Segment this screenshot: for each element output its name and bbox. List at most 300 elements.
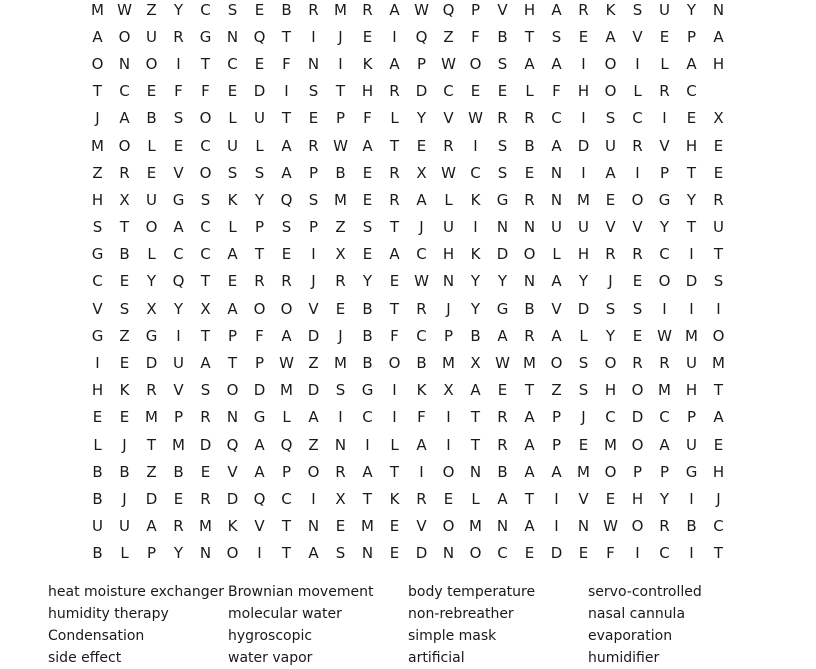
grid-cell[interactable]: P [335,109,346,128]
grid-cell[interactable]: A [200,354,211,373]
grid-cell[interactable]: A [524,54,535,73]
grid-cell[interactable]: Y [173,544,184,563]
grid-cell[interactable]: N [361,544,374,563]
grid-cell[interactable]: E [227,272,238,291]
grid-cell[interactable]: T [200,54,211,73]
grid-cell[interactable]: P [254,354,265,373]
grid-cell[interactable]: M [523,354,536,373]
grid-cell[interactable]: R [389,82,400,101]
grid-cell[interactable]: A [308,408,319,427]
grid-cell[interactable]: A [686,54,697,73]
grid-cell[interactable]: O [631,190,644,209]
grid-cell[interactable]: Z [146,462,157,481]
grid-cell[interactable]: M [334,354,347,373]
grid-cell[interactable]: E [335,517,346,536]
grid-cell[interactable]: N [442,272,455,291]
grid-cell[interactable]: B [92,489,103,508]
grid-cell[interactable]: A [281,163,292,182]
grid-cell[interactable]: E [119,272,130,291]
grid-cell[interactable]: I [257,544,262,563]
grid-cell[interactable]: Y [173,299,184,318]
grid-cell[interactable]: Y [173,0,184,19]
grid-cell[interactable]: R [524,109,535,128]
grid-cell[interactable]: V [632,218,643,237]
grid-cell[interactable]: T [389,299,400,318]
grid-cell[interactable]: U [578,218,589,237]
grid-cell[interactable]: W [603,517,618,536]
grid-cell[interactable]: R [173,517,184,536]
grid-cell[interactable]: J [581,408,586,427]
grid-cell[interactable]: A [389,245,400,264]
grid-cell[interactable]: N [307,517,320,536]
grid-cell[interactable]: R [659,82,670,101]
grid-cell[interactable]: O [118,136,131,155]
grid-cell[interactable]: V [497,0,508,19]
grid-cell[interactable]: U [605,136,616,155]
grid-cell[interactable]: G [145,326,158,345]
grid-cell[interactable]: Y [362,272,373,291]
grid-cell[interactable]: S [632,0,643,19]
grid-cell[interactable]: A [416,190,427,209]
grid-cell[interactable]: N [523,272,536,291]
grid-cell[interactable]: R [632,354,643,373]
grid-cell[interactable]: L [228,109,237,128]
grid-cell[interactable]: A [551,326,562,345]
grid-cell[interactable]: Z [443,27,454,46]
grid-cell[interactable]: D [253,82,266,101]
grid-cell[interactable]: Y [659,218,670,237]
grid-cell[interactable]: H [361,82,374,101]
grid-cell[interactable]: R [281,272,292,291]
grid-cell[interactable]: G [172,190,185,209]
grid-cell[interactable]: O [199,109,212,128]
grid-cell[interactable]: J [338,326,343,345]
grid-cell[interactable]: X [470,354,481,373]
grid-cell[interactable]: T [713,544,724,563]
grid-cell[interactable]: U [173,354,184,373]
grid-cell[interactable]: Z [119,326,130,345]
grid-cell[interactable]: V [227,462,238,481]
grid-cell[interactable]: W [414,0,429,19]
grid-cell[interactable]: A [551,462,562,481]
grid-cell[interactable]: N [334,435,347,454]
grid-cell[interactable]: W [279,354,294,373]
grid-cell[interactable]: H [577,245,590,264]
grid-cell[interactable]: S [713,272,724,291]
grid-cell[interactable]: P [443,326,454,345]
grid-cell[interactable]: P [308,163,319,182]
grid-cell[interactable]: B [497,462,508,481]
grid-cell[interactable]: A [227,299,238,318]
grid-cell[interactable]: X [713,109,724,128]
grid-cell[interactable]: R [659,354,670,373]
grid-cell[interactable]: V [173,381,184,400]
grid-cell[interactable]: O [631,381,644,400]
grid-cell[interactable]: O [604,82,617,101]
grid-cell[interactable]: V [659,136,670,155]
grid-cell[interactable]: M [334,190,347,209]
grid-cell[interactable]: C [200,218,211,237]
grid-cell[interactable]: G [91,245,104,264]
grid-cell[interactable]: I [473,218,478,237]
grid-cell[interactable]: S [92,218,103,237]
grid-cell[interactable]: D [307,326,320,345]
grid-cell[interactable]: T [254,245,265,264]
grid-cell[interactable]: E [254,54,265,73]
grid-cell[interactable]: L [552,245,561,264]
grid-cell[interactable]: E [362,27,373,46]
grid-cell[interactable]: E [524,163,535,182]
grid-cell[interactable]: C [119,82,130,101]
grid-cell[interactable]: K [470,245,481,264]
grid-cell[interactable]: E [686,109,697,128]
grid-cell[interactable]: E [362,190,373,209]
grid-cell[interactable]: K [227,517,238,536]
grid-cell[interactable]: W [441,163,456,182]
grid-cell[interactable]: R [416,489,427,508]
grid-cell[interactable]: O [658,272,671,291]
grid-cell[interactable]: G [496,299,509,318]
grid-cell[interactable]: C [659,408,670,427]
grid-cell[interactable]: I [716,299,721,318]
grid-cell[interactable]: M [469,517,482,536]
grid-cell[interactable]: H [712,54,725,73]
grid-cell[interactable]: O [469,544,482,563]
grid-cell[interactable]: T [686,163,697,182]
grid-cell[interactable]: H [91,190,104,209]
grid-cell[interactable]: T [713,245,724,264]
grid-cell[interactable]: W [117,0,132,19]
grid-cell[interactable]: N [496,218,509,237]
grid-cell[interactable]: L [471,489,480,508]
grid-cell[interactable]: P [308,218,319,237]
grid-cell[interactable]: Z [146,0,157,19]
grid-cell[interactable]: C [605,408,616,427]
grid-cell[interactable]: I [176,326,181,345]
grid-cell[interactable]: O [469,54,482,73]
grid-cell[interactable]: A [605,27,616,46]
grid-cell[interactable]: H [631,489,644,508]
grid-cell[interactable]: K [362,54,373,73]
grid-cell[interactable]: R [524,326,535,345]
grid-cell[interactable]: H [442,245,455,264]
grid-cell[interactable]: P [227,326,238,345]
grid-cell[interactable]: Z [308,354,319,373]
grid-cell[interactable]: J [608,272,613,291]
grid-cell[interactable]: D [253,381,266,400]
grid-cell[interactable]: S [173,109,184,128]
grid-cell[interactable]: P [659,163,670,182]
grid-cell[interactable]: P [146,544,157,563]
grid-cell[interactable]: S [632,299,643,318]
grid-cell[interactable]: U [686,435,697,454]
grid-cell[interactable]: I [689,245,694,264]
grid-cell[interactable]: U [92,517,103,536]
grid-cell[interactable]: B [686,517,697,536]
grid-cell[interactable]: F [471,27,480,46]
grid-cell[interactable]: E [389,544,400,563]
grid-cell[interactable]: V [551,299,562,318]
grid-cell[interactable]: R [632,245,643,264]
grid-cell[interactable]: U [659,0,670,19]
grid-cell[interactable]: V [443,109,454,128]
grid-cell[interactable]: H [712,462,725,481]
grid-cell[interactable]: E [119,408,130,427]
grid-cell[interactable]: M [442,354,455,373]
grid-cell[interactable]: Y [416,109,427,128]
grid-cell[interactable]: I [446,435,451,454]
grid-cell[interactable]: Z [92,163,103,182]
grid-cell[interactable]: L [633,82,642,101]
grid-cell[interactable]: N [550,163,563,182]
grid-cell[interactable]: E [497,381,508,400]
grid-cell[interactable]: W [468,109,483,128]
grid-cell[interactable]: M [577,462,590,481]
grid-cell[interactable]: X [146,299,157,318]
grid-cell[interactable] [705,78,732,105]
grid-cell[interactable]: S [254,163,265,182]
grid-cell[interactable]: R [335,272,346,291]
grid-cell[interactable]: G [685,462,698,481]
grid-cell[interactable]: E [605,489,616,508]
grid-cell[interactable]: A [281,326,292,345]
grid-cell[interactable]: I [581,163,586,182]
grid-cell[interactable]: I [338,54,343,73]
grid-cell[interactable]: D [415,544,428,563]
grid-cell[interactable]: C [713,517,724,536]
grid-cell[interactable]: X [335,245,346,264]
grid-cell[interactable]: O [145,218,158,237]
grid-cell[interactable]: I [635,544,640,563]
grid-cell[interactable]: E [578,27,589,46]
grid-cell[interactable]: J [122,489,127,508]
grid-cell[interactable]: L [228,218,237,237]
grid-cell[interactable]: O [91,54,104,73]
grid-cell[interactable]: T [146,435,157,454]
grid-cell[interactable]: R [254,272,265,291]
grid-cell[interactable]: H [604,381,617,400]
grid-cell[interactable]: L [282,408,291,427]
grid-cell[interactable]: A [362,462,373,481]
grid-cell[interactable]: E [227,82,238,101]
grid-cell[interactable]: I [311,489,316,508]
grid-cell[interactable]: Y [254,190,265,209]
grid-cell[interactable]: A [254,462,265,481]
grid-cell[interactable]: M [280,381,293,400]
grid-cell[interactable]: E [173,136,184,155]
grid-cell[interactable]: E [146,163,157,182]
grid-cell[interactable]: E [713,435,724,454]
grid-cell[interactable]: I [392,381,397,400]
grid-cell[interactable]: H [523,0,536,19]
grid-cell[interactable]: N [469,462,482,481]
grid-cell[interactable]: X [200,299,211,318]
grid-cell[interactable]: D [631,408,644,427]
grid-cell[interactable]: A [551,136,562,155]
grid-cell[interactable]: I [311,27,316,46]
grid-cell[interactable]: M [712,354,725,373]
grid-cell[interactable]: U [713,218,724,237]
grid-cell[interactable]: D [685,272,698,291]
grid-cell[interactable]: W [333,136,348,155]
grid-cell[interactable]: R [713,190,724,209]
grid-cell[interactable]: P [686,408,697,427]
grid-cell[interactable]: J [716,489,721,508]
grid-cell[interactable]: J [95,109,100,128]
grid-cell[interactable]: R [119,163,130,182]
grid-cell[interactable]: F [417,408,426,427]
grid-cell[interactable]: H [685,136,698,155]
grid-cell[interactable]: D [415,82,428,101]
grid-cell[interactable]: A [497,326,508,345]
grid-cell[interactable]: D [496,245,509,264]
grid-cell[interactable]: R [443,136,454,155]
grid-cell[interactable]: A [713,408,724,427]
grid-cell[interactable]: R [146,381,157,400]
grid-cell[interactable]: S [551,27,562,46]
grid-cell[interactable]: C [659,544,670,563]
grid-cell[interactable]: M [199,517,212,536]
grid-cell[interactable]: N [442,544,455,563]
grid-cell[interactable]: W [495,354,510,373]
grid-cell[interactable]: C [200,136,211,155]
grid-cell[interactable]: S [281,218,292,237]
grid-cell[interactable]: I [338,408,343,427]
grid-cell[interactable]: Q [253,27,266,46]
grid-cell[interactable]: R [497,109,508,128]
grid-cell[interactable]: H [91,381,104,400]
grid-cell[interactable]: V [605,218,616,237]
grid-cell[interactable]: Y [578,272,589,291]
grid-cell[interactable]: M [658,381,671,400]
grid-cell[interactable]: E [524,544,535,563]
grid-cell[interactable]: S [497,163,508,182]
grid-cell[interactable]: L [93,435,102,454]
grid-cell[interactable]: O [280,299,293,318]
grid-cell[interactable]: R [200,408,211,427]
grid-cell[interactable]: N [712,0,725,19]
grid-cell[interactable]: U [551,218,562,237]
grid-cell[interactable]: C [686,82,697,101]
grid-cell[interactable]: D [199,435,212,454]
grid-cell[interactable]: C [362,408,373,427]
grid-cell[interactable]: L [255,136,264,155]
grid-cell[interactable]: V [92,299,103,318]
grid-cell[interactable]: M [91,136,104,155]
grid-cell[interactable]: L [147,245,156,264]
grid-cell[interactable]: B [497,27,508,46]
grid-cell[interactable]: R [605,245,616,264]
grid-cell[interactable]: A [551,54,562,73]
grid-cell[interactable]: Q [415,27,428,46]
grid-cell[interactable]: E [335,299,346,318]
grid-cell[interactable]: B [335,163,346,182]
grid-cell[interactable]: I [446,408,451,427]
grid-cell[interactable]: P [173,408,184,427]
grid-cell[interactable]: K [416,381,427,400]
grid-cell[interactable]: Q [280,190,293,209]
grid-cell[interactable]: R [389,163,400,182]
grid-cell[interactable]: V [632,27,643,46]
grid-cell[interactable]: M [361,517,374,536]
grid-cell[interactable]: I [95,354,100,373]
grid-cell[interactable]: S [227,163,238,182]
grid-cell[interactable]: M [334,0,347,19]
grid-cell[interactable]: N [496,517,509,536]
grid-cell[interactable]: X [119,190,130,209]
grid-cell[interactable]: U [254,109,265,128]
grid-cell[interactable]: B [362,326,373,345]
grid-cell[interactable]: P [416,54,427,73]
grid-cell[interactable]: I [635,54,640,73]
grid-cell[interactable]: X [335,489,346,508]
grid-cell[interactable]: B [92,462,103,481]
grid-cell[interactable]: E [308,109,319,128]
grid-cell[interactable]: O [307,462,320,481]
grid-cell[interactable]: S [497,54,508,73]
grid-cell[interactable]: N [523,218,536,237]
grid-cell[interactable]: E [389,272,400,291]
grid-cell[interactable]: P [254,218,265,237]
grid-cell[interactable]: S [227,0,238,19]
grid-cell[interactable]: T [389,462,400,481]
grid-cell[interactable]: E [146,82,157,101]
grid-cell[interactable]: T [281,27,292,46]
grid-cell[interactable]: I [392,27,397,46]
grid-cell[interactable]: R [416,299,427,318]
grid-cell[interactable]: C [659,245,670,264]
grid-cell[interactable]: Y [659,489,670,508]
grid-cell[interactable]: M [172,435,185,454]
grid-cell[interactable]: T [200,272,211,291]
grid-cell[interactable]: Z [551,381,562,400]
grid-cell[interactable]: A [362,136,373,155]
grid-cell[interactable]: E [173,489,184,508]
grid-cell[interactable]: F [201,82,210,101]
grid-cell[interactable]: E [254,0,265,19]
grid-cell[interactable]: Y [146,272,157,291]
grid-cell[interactable]: O [604,54,617,73]
grid-cell[interactable]: S [308,190,319,209]
grid-cell[interactable]: R [335,462,346,481]
grid-cell[interactable]: F [282,54,291,73]
grid-cell[interactable]: J [311,272,316,291]
grid-cell[interactable]: V [416,517,427,536]
grid-cell[interactable]: X [416,163,427,182]
grid-cell[interactable]: O [442,517,455,536]
grid-cell[interactable]: E [713,163,724,182]
grid-cell[interactable]: T [524,27,535,46]
grid-cell[interactable]: C [92,272,103,291]
grid-cell[interactable]: C [551,109,562,128]
grid-cell[interactable]: K [470,190,481,209]
grid-cell[interactable]: C [497,544,508,563]
grid-cell[interactable]: M [91,0,104,19]
grid-cell[interactable]: J [122,435,127,454]
grid-cell[interactable]: R [173,27,184,46]
grid-cell[interactable]: C [416,326,427,345]
grid-cell[interactable]: R [632,136,643,155]
grid-cell[interactable]: Q [253,489,266,508]
grid-cell[interactable]: X [443,381,454,400]
grid-cell[interactable]: U [686,354,697,373]
grid-cell[interactable]: L [147,136,156,155]
grid-cell[interactable]: A [173,218,184,237]
grid-cell[interactable]: T [281,109,292,128]
grid-cell[interactable]: A [524,408,535,427]
grid-cell[interactable]: W [657,326,672,345]
grid-cell[interactable]: C [470,163,481,182]
